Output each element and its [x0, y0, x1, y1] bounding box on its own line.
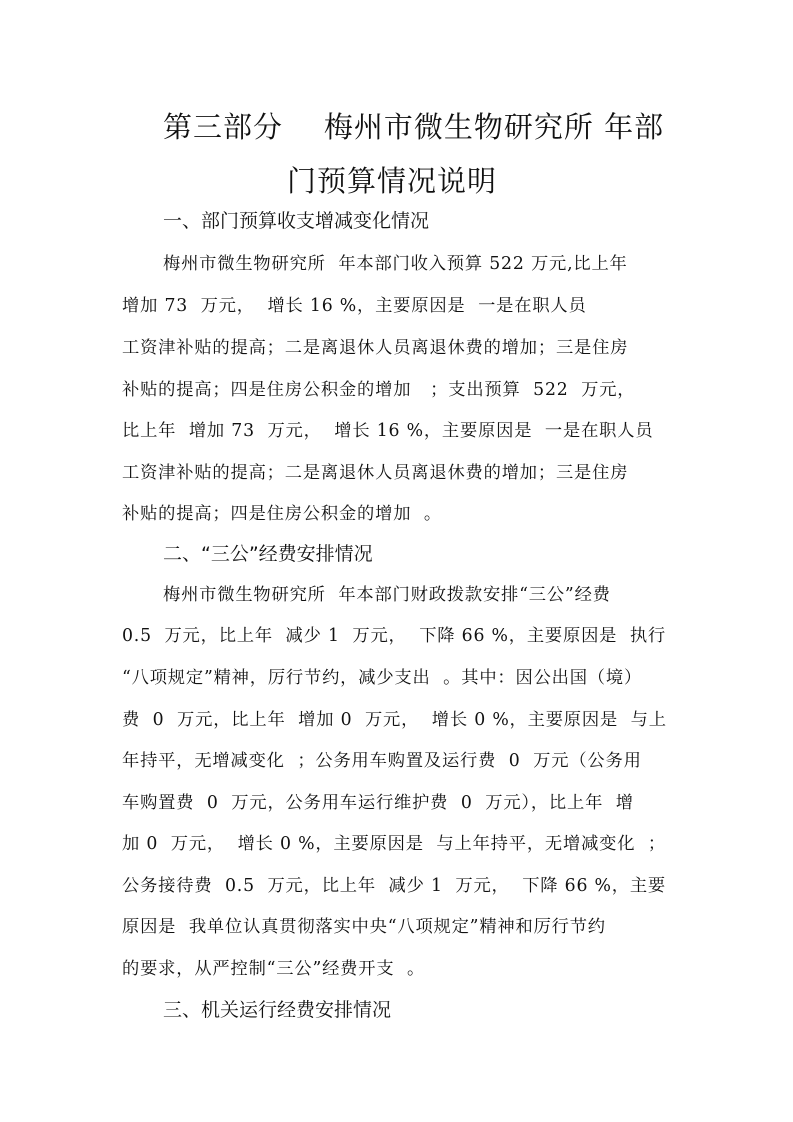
paragraph-line: 车购置费 0 万元，公务用车运行维护费 0 万元），比上年 增	[122, 793, 634, 813]
page-title-line-2: 门预算情况说明	[287, 164, 498, 198]
paragraph-line: 补贴的提高；四是住房公积金的增加 。	[122, 504, 442, 524]
paragraph-line: 原因是 我单位认真贯彻落实中央“八项规定”精神和厉行节约	[122, 917, 606, 937]
paragraph-line: 加 0 万元， 增长 0 %，主要原因是 与上年持平，无增减变化 ；	[122, 834, 666, 854]
paragraph-line: 年持平，无增减变化 ；公务用车购置及运行费 0 万元（公务用	[122, 751, 642, 771]
paragraph-line: 梅州市微生物研究所 年本部门财政拨款安排“三公”经费	[163, 585, 611, 605]
paragraph-line: 工资津补贴的提高；二是离退休人员离退休费的增加；三是住房	[122, 463, 629, 483]
paragraph-line: 0.5 万元，比上年 减少 1 万元， 下降 66 %，主要原因是 执行	[122, 626, 667, 646]
page-title-line-1: 第三部分 梅州市微生物研究所 年部	[163, 110, 665, 144]
paragraph-line: 费 0 万元，比上年 增加 0 万元， 增长 0 %，主要原因是 与上	[122, 710, 667, 730]
paragraph-line: 比上年 增加 73 万元， 增长 16 %，主要原因是 一是在职人员	[122, 421, 654, 441]
section-heading-2: 二、“三公”经费安排情况	[163, 543, 373, 565]
paragraph-line: 梅州市微生物研究所 年本部门收入预算 522 万元,比上年	[163, 254, 628, 274]
paragraph-line: 工资津补贴的提高；二是离退休人员离退休费的增加；三是住房	[122, 338, 629, 358]
paragraph-line: 的要求，从严控制“三公”经费开支 。	[122, 959, 426, 979]
paragraph-line: 增加 73 万元， 增长 16 %，主要原因是 一是在职人员	[122, 296, 587, 316]
section-heading-1: 一、部门预算收支增减变化情况	[163, 210, 430, 232]
paragraph-line: 公务接待费 0.5 万元，比上年 减少 1 万元， 下降 66 %，主要	[122, 876, 667, 896]
paragraph-line: 补贴的提高；四是住房公积金的增加 ；支出预算 522 万元，	[122, 380, 636, 400]
section-heading-3: 三、机关运行经费安排情况	[163, 999, 392, 1021]
paragraph-line: “八项规定”精神，厉行节约，减少支出 。其中：因公出国（境）	[122, 668, 643, 688]
